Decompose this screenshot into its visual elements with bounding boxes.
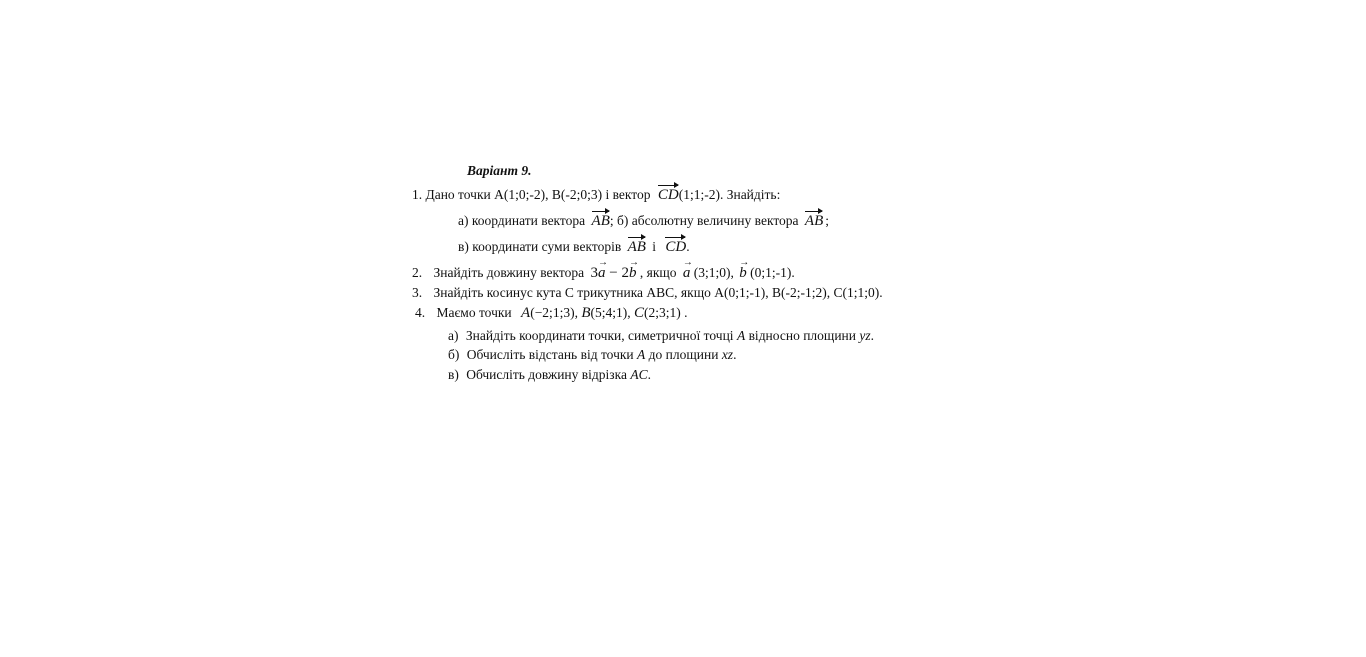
vector-b: → b xyxy=(739,265,747,281)
task-4a-dot: . xyxy=(870,328,874,343)
task-3-line xyxy=(412,285,883,301)
variant-title: Варіант 9. xyxy=(467,163,532,178)
vector-b-coords: (0;1;-1). xyxy=(750,265,795,280)
task-2-line xyxy=(412,265,795,281)
task-1a-end: ; xyxy=(825,213,830,228)
task-4a-point: A xyxy=(736,328,746,343)
task-4b-text2: до площини xyxy=(648,347,719,362)
point-a-coords: (−2;1;3) xyxy=(530,305,575,320)
vector-ab: AB xyxy=(591,213,610,229)
task-4-prefix: Маємо точки xyxy=(436,305,512,320)
task-4a-line xyxy=(448,328,874,344)
task-1-lead: 1. Дано точки А(1;0;-2), В(-2;0;3) і вектор xyxy=(412,187,651,202)
task-1a-line xyxy=(458,213,829,229)
vector-cd: CD xyxy=(657,187,679,203)
task-4-end: . xyxy=(684,305,688,320)
task-1v-end: . xyxy=(686,239,690,254)
task-4a-text: Знайдіть координати точки, симетричної точці xyxy=(465,328,734,343)
task-2-middle: , якщо xyxy=(639,265,677,280)
vector-b: → b xyxy=(629,265,637,281)
task-4b-line xyxy=(448,347,736,363)
task-3-number: 3. xyxy=(412,285,423,300)
point-c: C xyxy=(633,305,644,321)
task-2-prefix: Знайдіть довжину вектора xyxy=(433,265,585,280)
task-4-line: 4. Маємо точки A(−2;1;3), B(5;4;1), C(2;3;1) . xyxy=(415,305,688,321)
expr-coef: 3 xyxy=(590,265,599,281)
vector-ab: AB xyxy=(627,239,646,255)
task-1v-and: і xyxy=(652,239,657,254)
task-4b-dot: . xyxy=(733,347,737,362)
task-2-number: 2. xyxy=(412,265,423,280)
point-c-coords: (2;3;1) xyxy=(644,305,681,320)
point-b: B xyxy=(581,305,591,321)
task-4b-point: A xyxy=(637,347,646,362)
task-3-text: Знайдіть косинус кута С трикутника АВС, якщо А(0;1;-1), В(-2;-1;2), С(1;1;0). xyxy=(433,285,883,300)
expr-minus: − 2 xyxy=(605,265,629,281)
task-1a-middle: ; б) абсолютну величину вектора xyxy=(609,213,799,228)
vector-a: → a xyxy=(598,265,606,281)
vector-cd: CD xyxy=(665,239,687,255)
task-1-line xyxy=(412,187,780,203)
task-4b-label: б) xyxy=(448,347,460,362)
task-4-number: 4. xyxy=(415,305,426,320)
task-1-tail: (1;1;-2). Знайдіть: xyxy=(678,187,781,202)
task-1v-prefix: в) координати суми векторів xyxy=(458,239,622,254)
task-1v-line xyxy=(458,239,690,255)
point-b-coords: (5;4;1) xyxy=(590,305,628,320)
task-4a-plane: yz xyxy=(859,328,871,343)
task-4v-dot: . xyxy=(647,367,651,382)
vector-a: → a xyxy=(683,265,691,281)
task-4v-text: Обчисліть довжину відрізка xyxy=(466,367,627,382)
task-4v-label: в) xyxy=(448,367,459,382)
task-4v-segment: AC xyxy=(630,367,648,382)
point-a: A xyxy=(521,305,531,321)
task-4a-text2: відносно площини xyxy=(748,328,856,343)
task-4b-plane: xz xyxy=(721,347,734,362)
task-4b-text: Обчисліть відстань від точки xyxy=(466,347,634,362)
task-4a-label: а) xyxy=(448,328,459,343)
task-4v-line xyxy=(448,367,651,383)
task-1a-prefix: а) координати вектора xyxy=(458,213,586,228)
vector-a-coords: (3;1;0), xyxy=(693,265,734,280)
vector-ab: AB xyxy=(804,213,824,229)
